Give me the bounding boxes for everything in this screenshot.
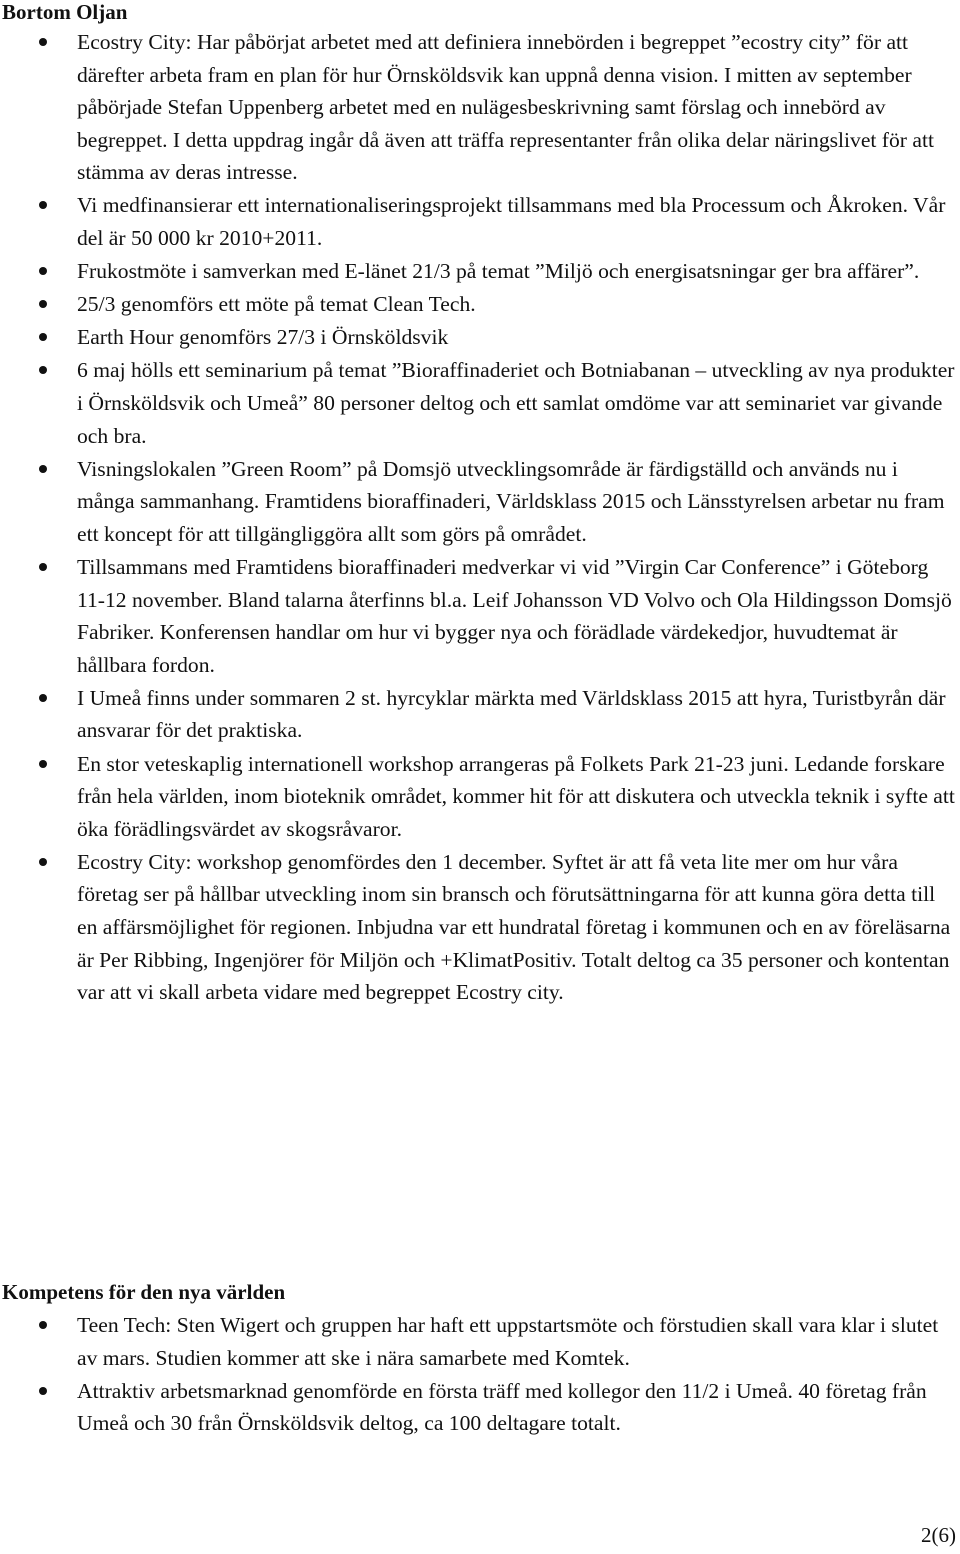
bullet-icon	[39, 858, 47, 866]
bullet-icon	[39, 366, 47, 374]
list-item-text: Ecostry City: workshop genomfördes den 1 december. Syftet är att få veta lite mer om hur våra företag ser på hållbar utveckling inom sin bransch och förutsättningarna för att kunna göra detta till en affärsmöjlighet för regionen. Inbjudna var ett hundratal företag i kommunen och en av föreläsarna är Per Ribbing, Ingenjörer för Miljön och +KlimatPositiv. Totalt deltog ca 35 personer och kontentan var att vi skall arbeta vidare med begreppet Ecostry city.	[77, 849, 951, 1005]
bullet-icon	[39, 694, 47, 702]
bullet-icon	[39, 1387, 47, 1395]
list-item-text: 6 maj hölls ett seminarium på temat ”Bioraffinaderiet och Botniabanan – utveckling av nya produkter i Örnsköldsvik och Umeå” 80 personer deltog och ett samlat omdöme var att seminariet var givande och bra.	[77, 358, 955, 448]
list-item	[0, 1309, 958, 1374]
bullet-icon	[39, 38, 47, 46]
list-item	[0, 321, 958, 354]
list-item	[0, 189, 958, 254]
list-item-text: Ecostry City: Har påbörjat arbetet med att definiera innebörden i begreppet ”ecostry city” för att därefter arbeta fram en plan för hur Örnsköldsvik kan uppnå denna vision. I mitten av september påbörjade Stefan Uppenberg arbetet med en nulägesbeskrivning samt förslag och innebörd av begreppet. I detta uppdrag ingår då även att träffa representanter från olika delar näringslivet för att stämma av deras intresse.	[77, 30, 934, 185]
bullet-icon	[39, 1321, 47, 1329]
list-item-text: En stor veteskaplig internationell workshop arrangeras på Folkets Park 21-23 juni. Ledande forskare från hela världen, inom bioteknik området, kommer hit för att diskutera och utveckla teknik i syfte att öka förädlingsvärdet av skogsråvaror.	[77, 751, 955, 841]
list-item-text: Tillsammans med Framtidens bioraffinaderi medverkar vi vid ”Virgin Car Conference” i Göteborg 11-12 november. Bland talarna återfinns bl.a. Leif Johansson VD Volvo och Ola Hildingsson Domsjö Fabriker. Konferensen handlar om hur vi bygger nya och förädlade värdekedjor, huvudtemat är hållbara fordon.	[77, 555, 952, 677]
list-item-text: Teen Tech: Sten Wigert och gruppen har haft ett uppstartsmöte och förstudien skall vara klar i slutet av mars. Studien kommer att ske i nära samarbete med Komtek.	[77, 1313, 939, 1370]
bullet-icon	[39, 300, 47, 308]
bullet-icon	[39, 465, 47, 473]
bullet-icon	[39, 563, 47, 571]
list-item	[0, 453, 958, 551]
list-item-text: Earth Hour genomförs 27/3 i Örnsköldsvik	[77, 325, 449, 350]
list-item-text: I Umeå finns under sommaren 2 st. hyrcyklar märkta med Världsklass 2015 att hyra, Turistbyrån där ansvarar för det praktiska.	[77, 685, 946, 743]
section-heading-bortom-oljan: Bortom Oljan	[2, 0, 128, 24]
page-number: 2(6)	[921, 1523, 956, 1547]
bullet-icon	[39, 201, 47, 209]
list-item	[0, 682, 958, 747]
list-item-text: Frukostmöte i samverkan med E-länet 21/3 på temat ”Miljö och energisatsningar ger bra affärer”.	[77, 259, 920, 284]
list-item	[0, 26, 958, 189]
list-item	[0, 748, 958, 846]
list-item-text: Visningslokalen ”Green Room” på Domsjö utvecklingsområde är färdigställd och används nu i många sammanhang. Framtidens bioraffinaderi, Världsklass 2015 och Länsstyrelsen arbetar nu fram ett koncept för att tillgängliggöra allt som görs på området.	[77, 456, 945, 546]
list-item	[0, 551, 958, 681]
list-item-text: Vi medfinansierar ett internationaliseringsprojekt tillsammans med bla Processum och Åkroken. Vår del är 50 000 kr 2010+2011.	[77, 193, 946, 251]
list-item	[0, 1375, 958, 1440]
list-item-text: Attraktiv arbetsmarknad genomförde en första träff med kollegor den 11/2 i Umeå. 40 företag från Umeå och 30 från Örnsköldsvik deltog, ca 100 deltagare totalt.	[77, 1378, 927, 1436]
section-heading-kompetens: Kompetens för den nya världen	[2, 1280, 286, 1304]
bullet-list-kompetens	[0, 1309, 958, 1440]
list-item-text: 25/3 genomförs ett möte på temat Clean Tech.	[77, 292, 476, 317]
list-item	[0, 288, 958, 321]
list-item	[0, 354, 958, 452]
bullet-icon	[39, 760, 47, 768]
bullet-icon	[39, 333, 47, 341]
bullet-icon	[39, 267, 47, 275]
bullet-list-bortom-oljan	[0, 26, 958, 1009]
list-item	[0, 846, 958, 1009]
list-item	[0, 255, 958, 288]
